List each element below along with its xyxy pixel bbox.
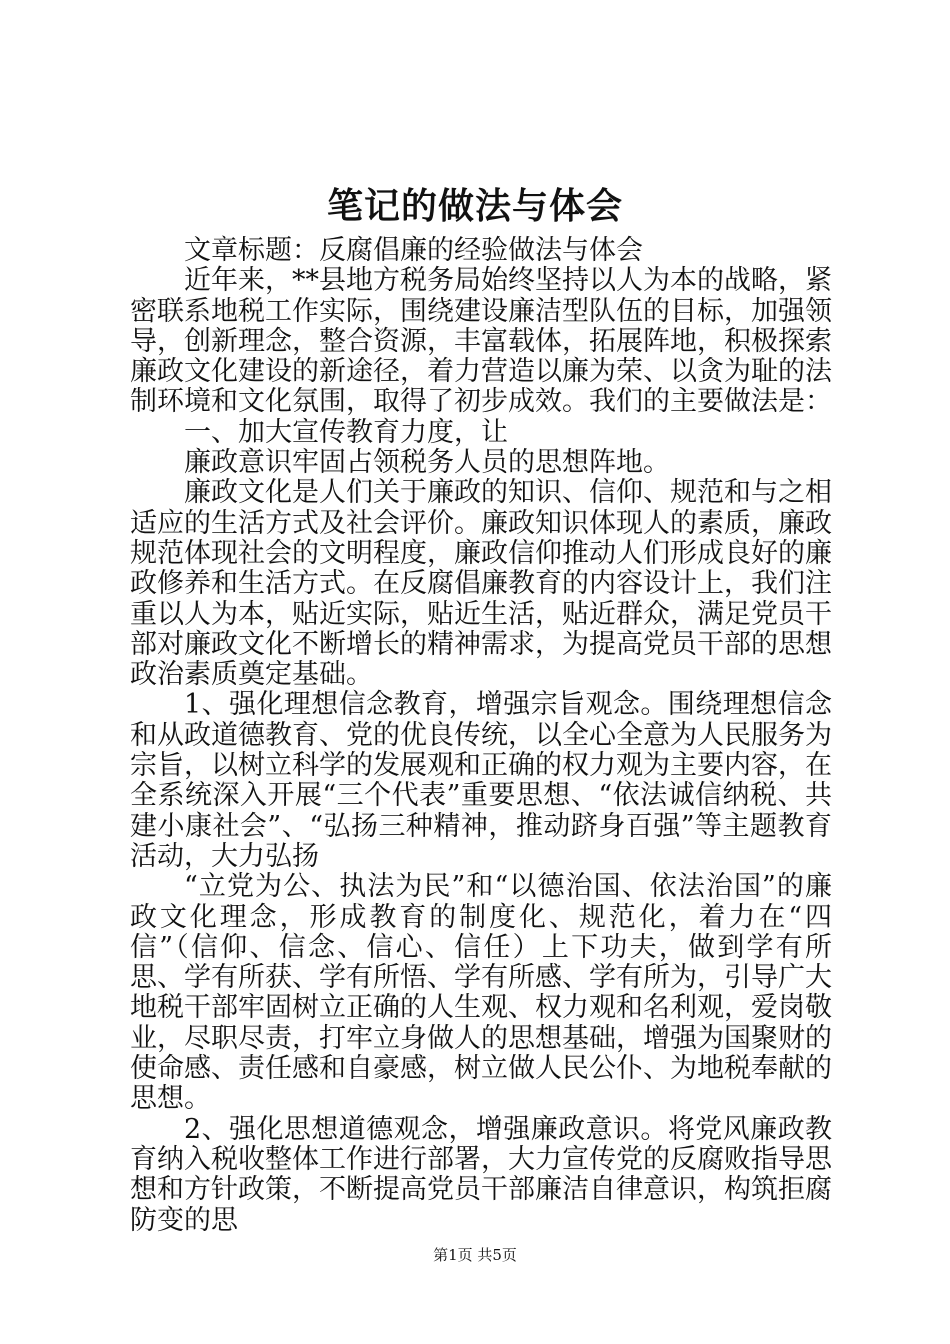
page-footer: 第1页 共5页 [433, 1246, 517, 1264]
section-heading-1-continued: 廉政意识牢固占领税务人员的思想阵地。 [184, 447, 670, 479]
article-heading-line: 文章标题：反腐倡廉的经验做法与体会 [184, 235, 643, 266]
page-title: 笔记的做法与体会 [326, 185, 623, 227]
paragraph-item-1-continued: “立党为公、执法为民”和“以德治国、依法治国”的廉政文化理念，形成教育的制度化、规范化，着力在“四信”（信仰、信念、信心、信任）上下功夫，做到学有所思、学有所获、学有所悟、学有所感、学有所为，引导广大地税干部牢固树立正确的人生观、权力观和名利观，爱岗敬业，尽职尽责，打牢立身做人的思想基础，增强为国聚财的使命感、责任感和自豪感，树立做人民公仆、为地税奉献的思想。 [130, 871, 832, 1115]
paragraph-intro: 近年来，**县地方税务局始终坚持以人为本的战略，紧密联系地税工作实际，围绕建设廉洁型队伍的目标，加强领导，创新理念，整合资源，丰富载体，拓展阵地，积极探索廉政文化建设的新途径，着力营造以廉为荣、以贪为耻的法制环境和文化氛围，取得了初步成效。我们的主要做法是： [130, 265, 832, 418]
section-heading-1: 一、加大宣传教育力度，让 [184, 416, 508, 448]
paragraph-culture: 廉政文化是人们关于廉政的知识、信仰、规范和与之相适应的生活方式及社会评价。廉政知识体现人的素质，廉政规范体现社会的文明程度，廉政信仰推动人们形成良好的廉政修养和生活方式。在反腐倡廉教育的内容设计上，我们注重以人为本，贴近实际，贴近生活，贴近群众，满足党员干部对廉政文化不断增长的精神需求，为提高党员干部的思想政治素质奠定基础。 [130, 477, 832, 691]
document-body [130, 236, 832, 1236]
paragraph-item-2: 2、强化思想道德观念，增强廉政意识。将党风廉政教育纳入税收整体工作进行部署，大力宣传党的反腐败指导思想和方针政策，不断提高党员干部廉洁自律意识，构筑拒腐防变的思 [130, 1113, 832, 1236]
paragraph-item-1: 1、强化理想信念教育，增强宗旨观念。围绕理想信念和从政道德教育、党的优良传统，以全心全意为人民服务为宗旨，以树立科学的发展观和正确的权力观为主要内容，在全系统深入开展“三个代表”重要思想、“依法诚信纳税、共建小康社会”、“弘扬三种精神，推动跻身百强”等主题教育活动，大力弘扬 [130, 689, 832, 872]
